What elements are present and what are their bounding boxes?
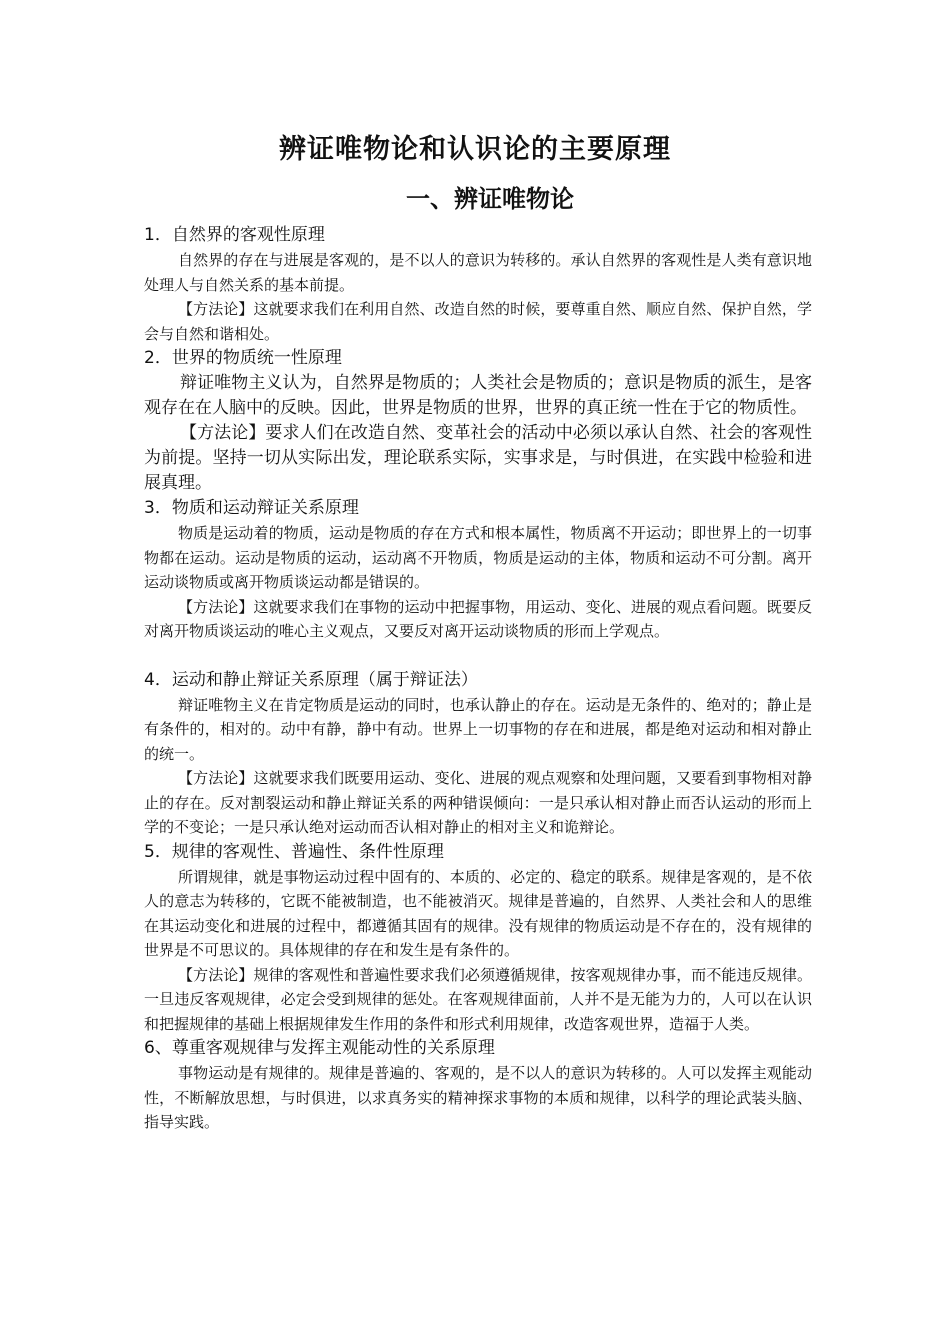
methodology-text: 【方法论】这就要求我们在利用自然、改造自然的时候，要尊重自然、顺应自然、保护自然，学会与自然和谐相处。: [144, 300, 812, 343]
principle-heading: 1．自然界的客观性原理: [144, 225, 325, 245]
principle-text: 自然界的存在与进展是客观的，是不以人的意识为转移的。承认自然界的客观性是人类有意识地处理人与自然关系的基本前提。: [144, 251, 812, 294]
principle-4: [144, 668, 812, 840]
document-body: [144, 223, 812, 1135]
principle-text: 所谓规律，就是事物运动过程中固有的、本质的、必定的、稳定的联系。规律是客观的，是不依人的意志为转移的，它既不能被制造，也不能被消灭。规律是普遍的，自然界、人类社会和人的思维在其运动变化和进展的过程中，都遵循其固有的规律。没有规律的物质运动是不存在的，没有规律的世界是不可思议的。具体规律的存在和发生是有条件的。: [144, 867, 812, 959]
methodology-text: 【方法论】规律的客观性和普遍性要求我们必须遵循规律，按客观规律办事，而不能违反规律。一旦违反客观规律，必定会受到规律的惩处。在客观规律面前，人并不是无能为力的，人可以在认识和把握规律的基础上根据规律发生作用的条件和形式利用规律，改造客观世界，造福于人类。: [144, 965, 812, 1033]
principle-text: 物质是运动着的物质，运动是物质的存在方式和根本属性，物质离不开运动；即世界上的一切事物都在运动。运动是物质的运动，运动离不开物质，物质是运动的主体，物质和运动不可分割。离开运动谈物质或离开物质谈运动都是错误的。: [144, 524, 812, 591]
principle-3: [144, 496, 812, 644]
methodology-text: 【方法论】要求人们在改造自然、变革社会的活动中必须以承认自然、社会的客观性为前提。坚持一切从实际出发，理论联系实际，实事求是，与时俱进，在实践中检验和进展真理。: [144, 423, 812, 493]
principle-1: [144, 223, 812, 346]
document-title: 辨证唯物论和认识论的主要原理: [279, 134, 671, 165]
blank-line: [144, 644, 812, 668]
section-title: 一、辨证唯物论: [406, 185, 574, 213]
methodology-text: 【方法论】这就要求我们既要用运动、变化、进展的观点观察和处理问题，又要看到事物相对静止的存在。反对割裂运动和静止辩证关系的两种错误倾向：一是只承认相对静止而否认运动的形而上学的不变论；一是只承认绝对运动而否认相对静止的相对主义和诡辩论。: [144, 769, 812, 836]
principle-heading: 3．物质和运动辩证关系原理: [144, 498, 359, 518]
principle-5: [144, 840, 812, 1037]
principle-heading: 6、尊重客观规律与发挥主观能动性的关系原理: [144, 1038, 495, 1058]
principle-heading: 4．运动和静止辩证关系原理（属于辩证法）: [144, 669, 478, 690]
principle-6: [144, 1036, 812, 1135]
principle-text: 辩证唯物主义认为，自然界是物质的；人类社会是物质的；意识是物质的派生，是客观存在在人脑中的反映。因此，世界是物质的世界，世界的真正统一性在于它的物质性。: [144, 373, 812, 418]
principle-2: [144, 346, 812, 496]
principle-text: 辩证唯物主义在肯定物质是运动的同时，也承认静止的存在。运动是无条件的、绝对的；静止是有条件的，相对的。动中有静，静中有动。世界上一切事物的存在和进展，都是绝对运动和相对静止的统一。: [144, 695, 812, 763]
principle-text: 事物运动是有规律的。规律是普遍的、客观的，是不以人的意识为转移的。人可以发挥主观能动性，不断解放思想，与时俱进，以求真务实的精神探求事物的本质和规律，以科学的理论武装头脑、指导实践。: [144, 1064, 812, 1131]
principle-heading: 2．世界的物质统一性原理: [144, 348, 342, 368]
principle-heading: 5．规律的客观性、普遍性、条件性原理: [144, 841, 444, 862]
methodology-text: 【方法论】这就要求我们在事物的运动中把握事物，用运动、变化、进展的观点看问题。既要反对离开物质谈运动的唯心主义观点，又要反对离开运动谈物质的形而上学观点。: [144, 597, 812, 640]
